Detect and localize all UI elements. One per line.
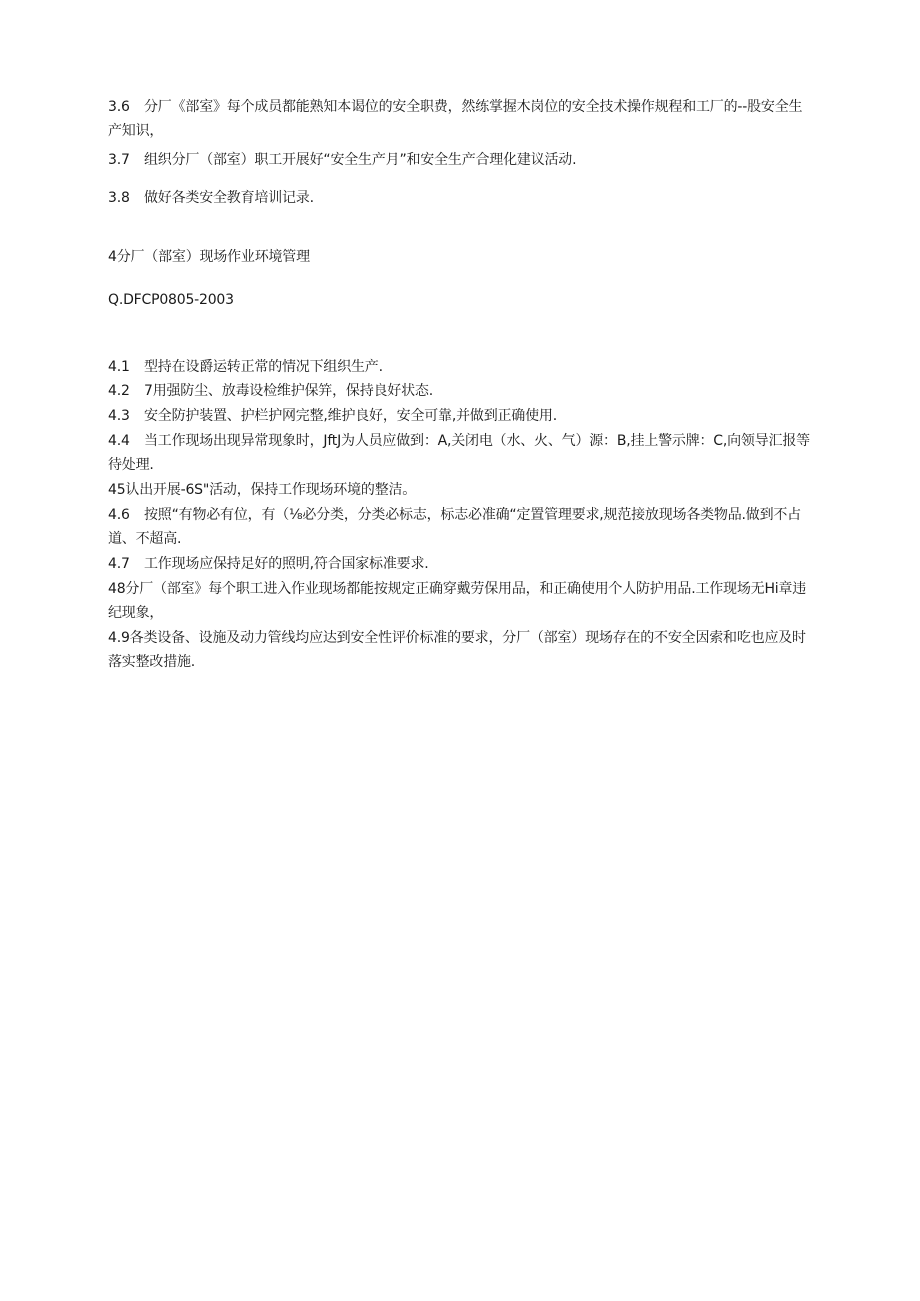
clause-4-6: [108, 503, 812, 551]
clause-3-8: [108, 186, 812, 210]
clause-text: 组织分厂（部室）职工开展好“安全生产月”和安全生产合理化建议活动.: [144, 152, 577, 168]
clause-4-8: [108, 577, 812, 625]
clause-text: 按照“有物必有位，有（⅛必分类，分类必标志，标志必准确“定置管理要求,规范接放现场各类物品.做到不占道、不超高.: [108, 507, 801, 547]
clause-text: 7用强防尘、放毒设检维护保笄，保持良好状态.: [144, 383, 433, 399]
clause-number: 3.7: [108, 152, 130, 168]
document-code: Q.DFCP0805-2003: [108, 292, 234, 308]
clause-4-9: [108, 626, 812, 674]
clause-4-7: [108, 552, 812, 576]
clause-number: 3.6: [108, 99, 130, 115]
clause-3-7: [108, 148, 812, 172]
clause-text: 做好各类安全教育培训记录.: [144, 190, 314, 206]
clause-text: 当工作现场出现异常现象时，JftJ为人员应做到：A,关闭电（水、火、气）源：B,挂上警示牌：C,向领导汇报等待处理.: [108, 433, 810, 473]
section-heading: 4分厂（部室）现场作业环境管理: [108, 249, 310, 265]
clause-number: 3.8: [108, 190, 130, 206]
clause-number: 4.7: [108, 556, 130, 572]
clause-text: 4.9各类设备、设施及动力管线均应达到安全性评价标准的要求，分厂（部室）现场存在的不安全因索和吃也应及时落实整改措施.: [108, 630, 806, 670]
clause-number: 4.1: [108, 359, 130, 375]
clause-4-2: [108, 379, 812, 403]
clause-number: 4.4: [108, 433, 130, 449]
clause-number: 4.2: [108, 383, 130, 399]
clause-4-1: [108, 355, 812, 379]
clause-number: 4.3: [108, 408, 130, 424]
clause-text: 安全防护装置、护栏护网完整,维护良好，安全可靠,并做到正确使用.: [144, 408, 557, 424]
clause-text: 分厂《部室》每个成员都能熟知本谒位的安全职费，然练掌握木岗位的安全技术操作规程和工厂的--股安全生产知识，: [108, 99, 803, 139]
clause-4-5: [108, 478, 812, 502]
clause-4-4: [108, 429, 812, 477]
clause-text: 型持在设爵运转正常的情况下组织生产.: [144, 359, 383, 375]
clause-text: 48分厂（部室》每个职工进入作业现场都能按规定正确穿戴劳保用品，和正确使用个人防护用品.工作现场无Hi章违纪现象，: [108, 581, 807, 621]
clause-3-6: [108, 95, 812, 143]
clause-text: 工作现场应保持足好的照明,符合国家标准要求.: [144, 556, 429, 572]
clause-number: 4.6: [108, 507, 130, 523]
clause-text: 45认出开展-6S"活动，保持工作现场环境的整洁。: [108, 482, 417, 498]
clause-4-3: [108, 404, 812, 428]
